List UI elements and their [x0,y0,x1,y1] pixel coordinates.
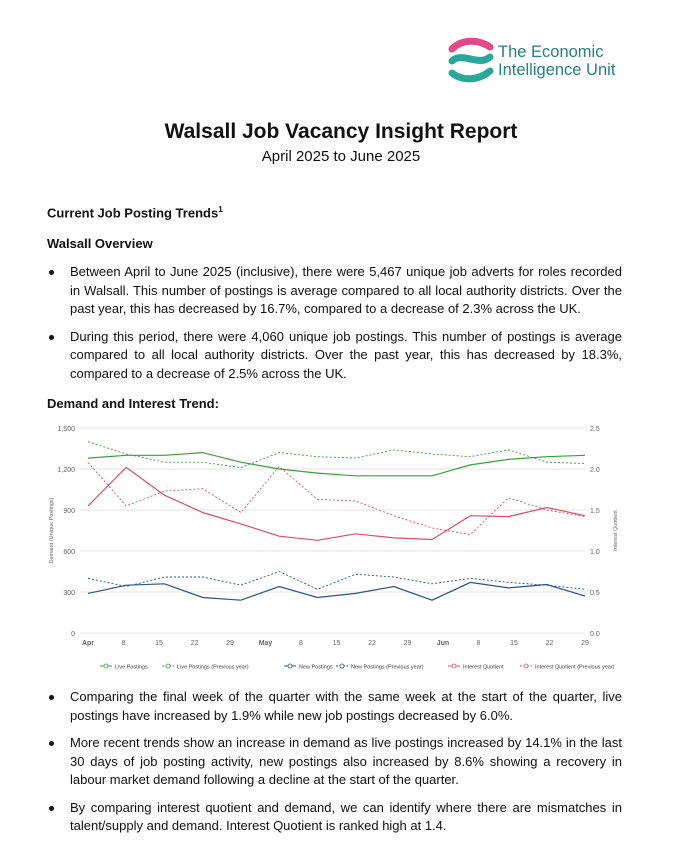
x-tick-label: 29 [226,640,234,647]
x-tick-label: 8 [299,640,303,647]
legend-label: Live Postings [115,664,148,671]
bullet-item: More recent trends show an increase in demand as live postings increased by 14.1% in the last 30 days of job posting activity, new postings also increased by 8.6% showing a recovery in labour market demand following a decline at the start of the quarter. [47,734,622,790]
x-tick-label: Apr [81,640,95,647]
overview-bullets [47,263,622,392]
y2-tick-label: 2.0 [590,467,600,474]
y-tick-label: 1,200 [57,467,75,474]
y2-tick-label: 0.0 [590,631,600,638]
y2-tick-label: 0.5 [590,590,600,597]
x-tick-label: 29 [581,640,589,647]
series-line-4 [88,467,585,540]
series-line-3 [88,572,585,590]
y-tick-label: 600 [63,549,75,556]
bullet-item: Comparing the final week of the quarter with the same week at the start of the quarter, live postings have increased by 1.9% while new job postings decreased by 6.0%. [47,688,622,725]
x-tick-label: 29 [403,640,412,647]
y-tick-label: 900 [63,508,75,515]
x-tick-label: Jun [436,640,450,647]
series-line-0 [88,453,585,476]
eiu-logo-mark [448,37,494,83]
legend-marker [452,664,456,668]
series-line-2 [88,582,585,600]
bullet-item: By comparing interest quotient and demand, we can identify where there are mismatches in talent/supply and demand. Interest Quotient is ranked high at 1.4. [47,799,622,836]
x-tick-label: 8 [476,640,481,647]
x-tick-label: 15 [332,640,341,647]
series-line-5 [88,462,585,534]
legend-label: Live Postings (Previous year) [177,664,249,671]
chart-svg [45,420,635,675]
x-tick-label: 15 [510,640,518,647]
y-tick-label: 300 [63,590,75,597]
legend-label: New Postings (Previous year) [351,664,424,671]
legend-marker [104,664,108,668]
y2-tick-label: 1.0 [590,549,600,556]
y-tick-label: 1,500 [57,426,75,433]
y2-tick-label: 1.5 [590,508,600,515]
eiu-logo [448,37,638,85]
bullet-item: Between April to June 2025 (inclusive), there were 5,467 unique job adverts for roles recorded in Walsall. This number of postings is average compared to all local authority districts. Over the past year, this has decreased by 16.7%, compared to a decrease of 2.3% across the UK. [47,263,622,319]
y2-tick-label: 2.5 [590,426,600,433]
legend-marker [340,664,344,668]
series-line-1 [88,442,585,468]
demand-interest-chart [45,420,635,675]
overview-heading: Walsall Overview [47,236,153,251]
x-tick-label: 15 [155,640,163,647]
trends-heading: Current Job Posting Trends$^1$ [47,205,223,221]
y-axis-title: Demand (Unique Postings) [49,497,55,564]
legend-label: New Postings [299,664,333,671]
findings-bullets [47,688,622,845]
report-title: Walsall Job Vacancy Insight Report [164,120,518,143]
bullet-item: During this period, there were 4,060 unique job postings. This number of postings is average compared to all local authority districts. Over the past year, this has decreased by 18.3%, compared to a decrease of 2.5% across the UK. [47,328,622,384]
x-tick-label: 8 [121,640,126,647]
legend-label: Interest Quotient (Previous year) [535,664,615,671]
x-tick-label: May [258,640,273,647]
legend-marker [288,664,292,668]
x-tick-label: 22 [368,640,376,647]
legend-marker [166,664,170,668]
eiu-logo-text: The Economic Intelligence Unit [498,43,616,79]
x-tick-label: 22 [190,640,199,647]
chart-heading: Demand and Interest Trend: [47,396,219,411]
x-tick-label: 22 [545,640,554,647]
y2-axis-title: Interest Quotient [613,510,619,551]
report-subtitle: April 2025 to June 2025 [261,148,421,165]
y-tick-label: 0 [71,631,75,638]
legend-label: Interest Quotient [463,664,504,671]
legend-marker [524,664,528,668]
